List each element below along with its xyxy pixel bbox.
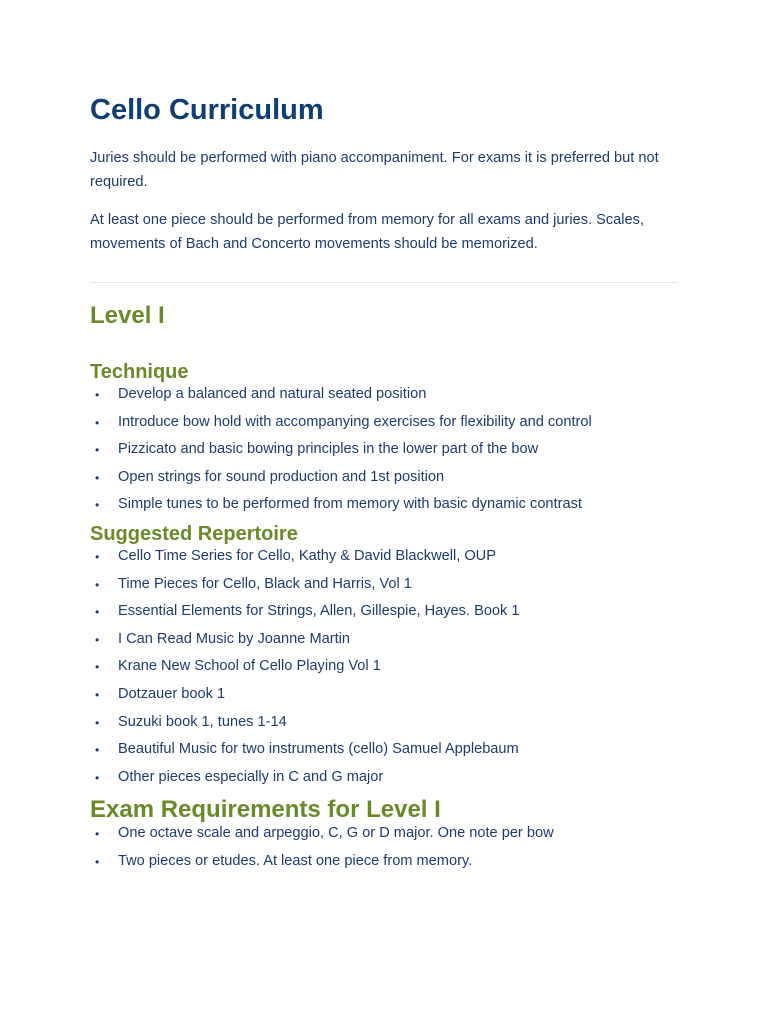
bullet-icon: • <box>95 743 100 758</box>
list-item <box>90 767 520 795</box>
list-item-text: Dotzauer book 1 <box>118 685 226 702</box>
list-item-text: One octave scale and arpeggio, C, G or D major. One note per bow <box>118 825 554 841</box>
repertoire-heading: Suggested Repertoire <box>90 523 298 545</box>
list-item-text: Beautiful Music for two instruments (cello) Samuel Applebaum <box>118 741 519 758</box>
bullet-icon: • <box>95 577 100 592</box>
bullet-icon: • <box>95 854 100 869</box>
list-item <box>90 656 520 684</box>
bullet-icon: • <box>95 715 100 730</box>
list-item <box>90 684 520 712</box>
bullet-icon: • <box>95 443 100 458</box>
repertoire-list <box>90 546 520 794</box>
list-item-text: Suzuki book 1, tunes 1-14 <box>118 713 287 730</box>
list-item <box>90 412 592 440</box>
bullet-icon: • <box>95 498 100 513</box>
level-heading: Level I <box>90 302 165 329</box>
bullet-icon: • <box>95 388 100 402</box>
list-item-text: Krane New School of Cello Playing Vol 1 <box>118 658 381 675</box>
list-item <box>90 601 520 629</box>
bullet-icon: • <box>95 632 100 647</box>
bullet-icon: • <box>95 605 100 620</box>
list-item <box>90 467 592 495</box>
list-item-text: Develop a balanced and natural seated position <box>118 386 427 402</box>
list-item-text: Introduce bow hold with accompanying exercises for flexibility and control <box>118 413 592 430</box>
bullet-icon: • <box>95 550 100 564</box>
list-item <box>90 712 520 740</box>
list-item-text: Essential Elements for Strings, Allen, Gillespie, Hayes. Book 1 <box>118 603 520 620</box>
page-title: Cello Curriculum <box>90 94 324 126</box>
list-item-text: Other pieces especially in C and G major <box>118 768 384 785</box>
list-item-text: Open strings for sound production and 1st position <box>118 468 445 485</box>
list-item <box>90 851 554 879</box>
list-item <box>90 574 520 602</box>
list-item <box>90 629 520 657</box>
list-item <box>90 823 554 851</box>
intro-paragraph-accompaniment: Juries should be performed with piano accompaniment. For exams it is preferred but not required. <box>90 150 659 190</box>
bullet-icon: • <box>95 415 100 430</box>
intro-paragraph-memory: At least one piece should be performed from memory for all exams and juries. Scales, movements of Bach and Concerto movements should be memorized. <box>90 212 645 252</box>
bullet-icon: • <box>95 770 100 785</box>
list-item <box>90 739 520 767</box>
list-item-text: Simple tunes to be performed from memory with basic dynamic contrast <box>118 496 582 513</box>
list-item <box>90 494 592 522</box>
bullet-icon: • <box>95 827 100 841</box>
bullet-icon: • <box>95 687 100 702</box>
bullet-icon: • <box>95 470 100 485</box>
list-item-text: I Can Read Music by Joanne Martin <box>118 630 350 647</box>
list-item <box>90 439 592 467</box>
technique-list <box>90 384 592 522</box>
exam-requirements-heading: Exam Requirements for Level I <box>90 796 441 823</box>
technique-heading: Technique <box>90 361 189 383</box>
list-item <box>90 546 520 574</box>
list-item <box>90 384 592 412</box>
bullet-icon: • <box>95 660 100 675</box>
exam-requirements-list <box>90 823 554 878</box>
list-item-text: Time Pieces for Cello, Black and Harris, Vol 1 <box>118 575 412 592</box>
list-item-text: Two pieces or etudes. At least one piece from memory. <box>118 852 473 869</box>
section-divider <box>90 282 678 283</box>
list-item-text: Cello Time Series for Cello, Kathy & David Blackwell, OUP <box>118 548 496 564</box>
list-item-text: Pizzicato and basic bowing principles in the lower part of the bow <box>118 441 539 458</box>
